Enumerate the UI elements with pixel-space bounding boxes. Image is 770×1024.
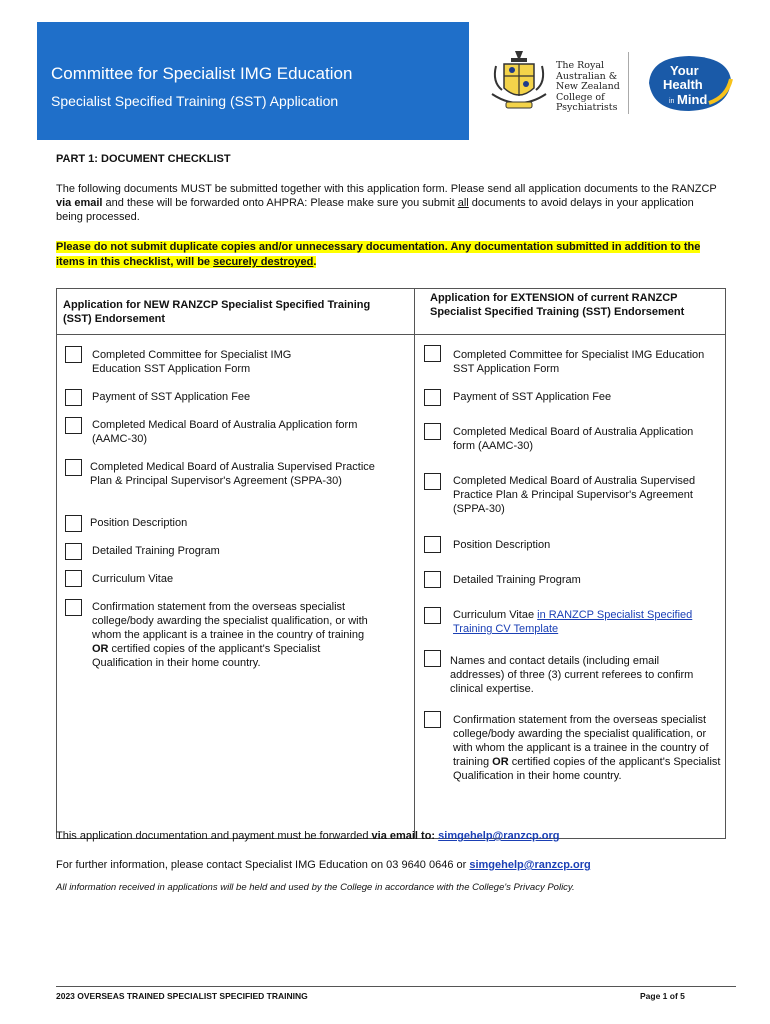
your-health-in-mind-logo-icon: [643, 53, 735, 115]
checkbox-ext-position-description[interactable]: [424, 536, 441, 553]
checkbox-new-sppa30[interactable]: [65, 459, 82, 476]
new-item-sppa30: Completed Medical Board of Australia Supervised Practice Plan & Principal Supervisor's Agreement (SPPA-30): [90, 461, 375, 487]
new-item-confirmation: Confirmation statement from the overseas specialist college/body awarding the specialist qualification, or with whom the applicant is a trainee in the country of training OR certified copies of the applicant's Specialist Qualification in their home country.: [92, 601, 368, 669]
footer-document-title: 2023 OVERSEAS TRAINED SPECIALIST SPECIFIED TRAINING: [56, 991, 308, 1001]
checkbox-ext-fee[interactable]: [424, 389, 441, 406]
ext-item-position-description: Position Description: [453, 539, 551, 551]
ext-item-aamc30: Completed Medical Board of Australia Application form (AAMC-30): [453, 426, 694, 452]
checkbox-ext-application-form[interactable]: [424, 345, 441, 362]
contact-info: For further information, please contact Specialist IMG Education on 03 9640 0646 or simgehelp@ranzcp.org: [56, 859, 591, 871]
checkbox-new-application-form[interactable]: [65, 346, 82, 363]
checklist-table: [56, 288, 726, 839]
checkbox-new-confirmation[interactable]: [65, 599, 82, 616]
new-item-fee: Payment of SST Application Fee: [92, 391, 251, 403]
checkbox-ext-sppa30[interactable]: [424, 473, 441, 490]
banner-title: Committee for Specialist IMG Education: [51, 64, 353, 83]
checkbox-ext-confirmation[interactable]: [424, 711, 441, 728]
left-column-heading: Application for NEW RANZCP Specialist Specified Training (SST) Endorsement: [63, 299, 371, 325]
ext-item-sppa30: Completed Medical Board of Australia Supervised Practice Plan & Principal Supervisor's Agreement (SPPA-30): [453, 475, 696, 515]
svg-text:in: in: [669, 98, 675, 105]
ext-item-cv: Curriculum Vitae in RANZCP Specialist Specified Training CV Template: [453, 609, 693, 635]
new-item-position-description: Position Description: [90, 517, 188, 529]
checkbox-new-fee[interactable]: [65, 389, 82, 406]
checkbox-ext-training-program[interactable]: [424, 571, 441, 588]
privacy-note: All information received in applications will be held and used by the College in accordance with the College's Privacy Policy.: [56, 882, 575, 893]
checkbox-ext-cv[interactable]: [424, 607, 441, 624]
ext-item-application-form: Completed Committee for Specialist IMG Education SST Application Form: [453, 349, 705, 375]
checkbox-ext-referees[interactable]: [424, 650, 441, 667]
ranzcp-crest-icon: [488, 46, 550, 116]
page-number: Page 1 of 5: [640, 991, 685, 1001]
college-name: The Royal Australian & New Zealand College of Psychiatrists: [556, 60, 620, 113]
ext-item-training-program: Detailed Training Program: [453, 574, 581, 586]
checkbox-ext-aamc30[interactable]: [424, 423, 441, 440]
duplicate-warning: Please do not submit duplicate copies and/or unnecessary documentation. Any documentation submitted in addition to the items in this checklist, will be securely destroyed.: [56, 241, 701, 268]
left-header-divider: [57, 334, 414, 335]
email-instructions: This application documentation and payment must be forwarded via email to: simgehelp@ranzcp.org: [56, 830, 560, 842]
checkbox-new-cv[interactable]: [65, 570, 82, 587]
right-column-heading: Application for EXTENSION of current RANZCP Specialist Specified Training (SST) Endorsement: [430, 292, 685, 318]
new-item-training-program: Detailed Training Program: [92, 545, 220, 557]
svg-text:Your: Your: [670, 63, 699, 78]
checkbox-new-training-program[interactable]: [65, 543, 82, 560]
ext-item-confirmation: Confirmation statement from the overseas specialist college/body awarding the specialist qualification, or with whom the applicant is a trainee in the country of training OR certified copies of the applicant's Specialist Qualification in their home country.: [453, 714, 721, 782]
new-item-cv: Curriculum Vitae: [92, 573, 174, 585]
new-item-application-form: Completed Committee for Specialist IMG Education SST Application Form: [92, 349, 292, 375]
svg-text:Mind: Mind: [677, 92, 708, 107]
column-divider: [414, 289, 415, 838]
svg-text:Health: Health: [663, 77, 703, 92]
email-link-1[interactable]: simgehelp@ranzcp.org: [438, 830, 560, 842]
logo-divider: [628, 52, 629, 114]
section-title: PART 1: DOCUMENT CHECKLIST: [56, 153, 231, 165]
checkbox-new-position-description[interactable]: [65, 515, 82, 532]
ext-item-referees: Names and contact details (including email addresses) of three (3) current referees to confirm clinical expertise.: [450, 655, 694, 695]
right-header-divider: [415, 334, 726, 335]
intro-paragraph: The following documents MUST be submitted together with this application form. Please send all application documents to the RANZCP via email and these will be forwarded onto AHPRA: Please make sure you submit all documents to avoid delays in your application being processed.: [56, 183, 717, 223]
banner-subtitle: Specialist Specified Training (SST) Application: [51, 93, 339, 109]
email-link-2[interactable]: simgehelp@ranzcp.org: [469, 859, 591, 871]
new-item-aamc30: Completed Medical Board of Australia Application form (AAMC-30): [92, 419, 358, 445]
ext-item-fee: Payment of SST Application Fee: [453, 391, 612, 403]
header-banner: [37, 22, 469, 140]
footer-divider: [56, 986, 736, 987]
checkbox-new-aamc30[interactable]: [65, 417, 82, 434]
cv-template-link[interactable]: in RANZCP Specialist Specified Training CV Template: [453, 609, 693, 635]
